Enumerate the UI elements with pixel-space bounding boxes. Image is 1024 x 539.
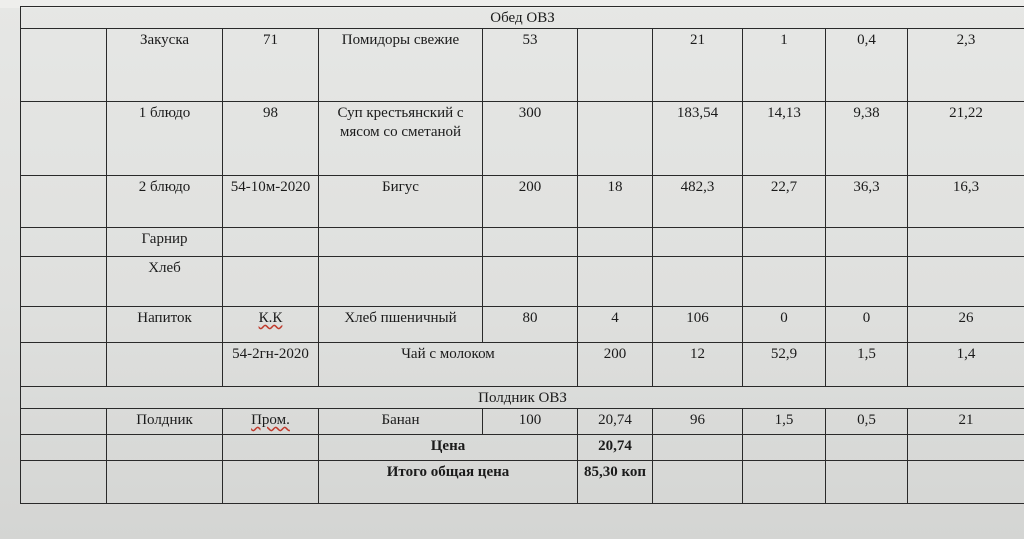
price-label: Цена bbox=[319, 435, 578, 461]
weight-cell: 200 bbox=[483, 176, 578, 228]
weight-cell: 300 bbox=[483, 102, 578, 176]
meal-cell: Закуска bbox=[107, 29, 223, 102]
meal-cell: Гарнир bbox=[107, 228, 223, 257]
table-row bbox=[21, 228, 1024, 257]
fat-cell: 1,5 bbox=[826, 343, 908, 387]
kcal-cell: 482,3 bbox=[653, 176, 743, 228]
table-row bbox=[21, 102, 1024, 176]
weight-cell: 53 bbox=[483, 29, 578, 102]
fat-cell: 9,38 bbox=[826, 102, 908, 176]
price-row bbox=[21, 435, 1024, 461]
total-value: 85,30 коп bbox=[578, 461, 653, 504]
table-row bbox=[21, 307, 1024, 343]
recipe-cell bbox=[223, 409, 319, 435]
kcal-cell: 96 bbox=[653, 409, 743, 435]
kcal-cell: 183,54 bbox=[653, 102, 743, 176]
dish-cell: Помидоры свежие bbox=[319, 29, 483, 102]
edge-cell bbox=[21, 228, 107, 257]
recipe-cell bbox=[223, 307, 319, 343]
table-row bbox=[21, 176, 1024, 228]
menu-table bbox=[20, 6, 1024, 504]
kcal-cell: 106 bbox=[653, 307, 743, 343]
meal-cell: 2 блюдо bbox=[107, 176, 223, 228]
dish-cell: Банан bbox=[319, 409, 483, 435]
dish-cell: Чай с молоком bbox=[319, 343, 578, 387]
dish-cell: Бигус bbox=[319, 176, 483, 228]
edge-cell bbox=[21, 29, 107, 102]
protein-cell: 1,5 bbox=[743, 409, 826, 435]
recipe-text: Пром. bbox=[251, 412, 290, 428]
recipe-cell: 54-2гн-2020 bbox=[223, 343, 319, 387]
total-label: Итого общая цена bbox=[319, 461, 578, 504]
table-row bbox=[21, 343, 1024, 387]
protein-cell: 52,9 bbox=[743, 343, 826, 387]
section-row-snack bbox=[21, 387, 1024, 409]
recipe-cell: 98 bbox=[223, 102, 319, 176]
edge-cell bbox=[21, 409, 107, 435]
dish-cell: Суп крестьянский с мясом со сметаной bbox=[319, 102, 483, 176]
fat-cell: 36,3 bbox=[826, 176, 908, 228]
price-value: 20,74 bbox=[578, 435, 653, 461]
section-row-lunch bbox=[21, 7, 1024, 29]
edge-cell bbox=[21, 257, 107, 307]
edge-cell bbox=[21, 343, 107, 387]
carbs-cell: 21,22 bbox=[908, 102, 1024, 176]
table-row bbox=[21, 257, 1024, 307]
meal-cell: Напиток bbox=[107, 307, 223, 343]
price-cell: 200 bbox=[578, 343, 653, 387]
price-cell: 20,74 bbox=[578, 409, 653, 435]
kcal-cell: 12 bbox=[653, 343, 743, 387]
table-row bbox=[21, 409, 1024, 435]
protein-cell: 0 bbox=[743, 307, 826, 343]
carbs-cell: 1,4 bbox=[908, 343, 1024, 387]
carbs-cell: 2,3 bbox=[908, 29, 1024, 102]
protein-cell: 14,13 bbox=[743, 102, 826, 176]
meal-cell: Полдник bbox=[107, 409, 223, 435]
edge-cell bbox=[21, 176, 107, 228]
meal-cell: Хлеб bbox=[107, 257, 223, 307]
protein-cell: 22,7 bbox=[743, 176, 826, 228]
dish-cell: Хлеб пшеничный bbox=[319, 307, 483, 343]
weight-cell: 100 bbox=[483, 409, 578, 435]
fat-cell: 0,5 bbox=[826, 409, 908, 435]
carbs-cell: 26 bbox=[908, 307, 1024, 343]
edge-cell bbox=[21, 307, 107, 343]
carbs-cell: 21 bbox=[908, 409, 1024, 435]
protein-cell: 1 bbox=[743, 29, 826, 102]
fat-cell: 0,4 bbox=[826, 29, 908, 102]
price-cell: 18 bbox=[578, 176, 653, 228]
fat-cell: 0 bbox=[826, 307, 908, 343]
table-row bbox=[21, 29, 1024, 102]
price-cell bbox=[578, 102, 653, 176]
section-title-lunch: Обед ОВЗ bbox=[21, 7, 1024, 29]
edge-cell bbox=[21, 102, 107, 176]
recipe-text: К.К bbox=[258, 310, 283, 326]
price-cell bbox=[578, 29, 653, 102]
recipe-cell: 54-10м-2020 bbox=[223, 176, 319, 228]
total-row bbox=[21, 461, 1024, 504]
section-title-snack: Полдник ОВЗ bbox=[21, 387, 1024, 409]
carbs-cell: 16,3 bbox=[908, 176, 1024, 228]
meal-cell: 1 блюдо bbox=[107, 102, 223, 176]
price-cell: 4 bbox=[578, 307, 653, 343]
recipe-cell: 71 bbox=[223, 29, 319, 102]
weight-cell: 80 bbox=[483, 307, 578, 343]
meal-cell bbox=[107, 343, 223, 387]
kcal-cell: 21 bbox=[653, 29, 743, 102]
